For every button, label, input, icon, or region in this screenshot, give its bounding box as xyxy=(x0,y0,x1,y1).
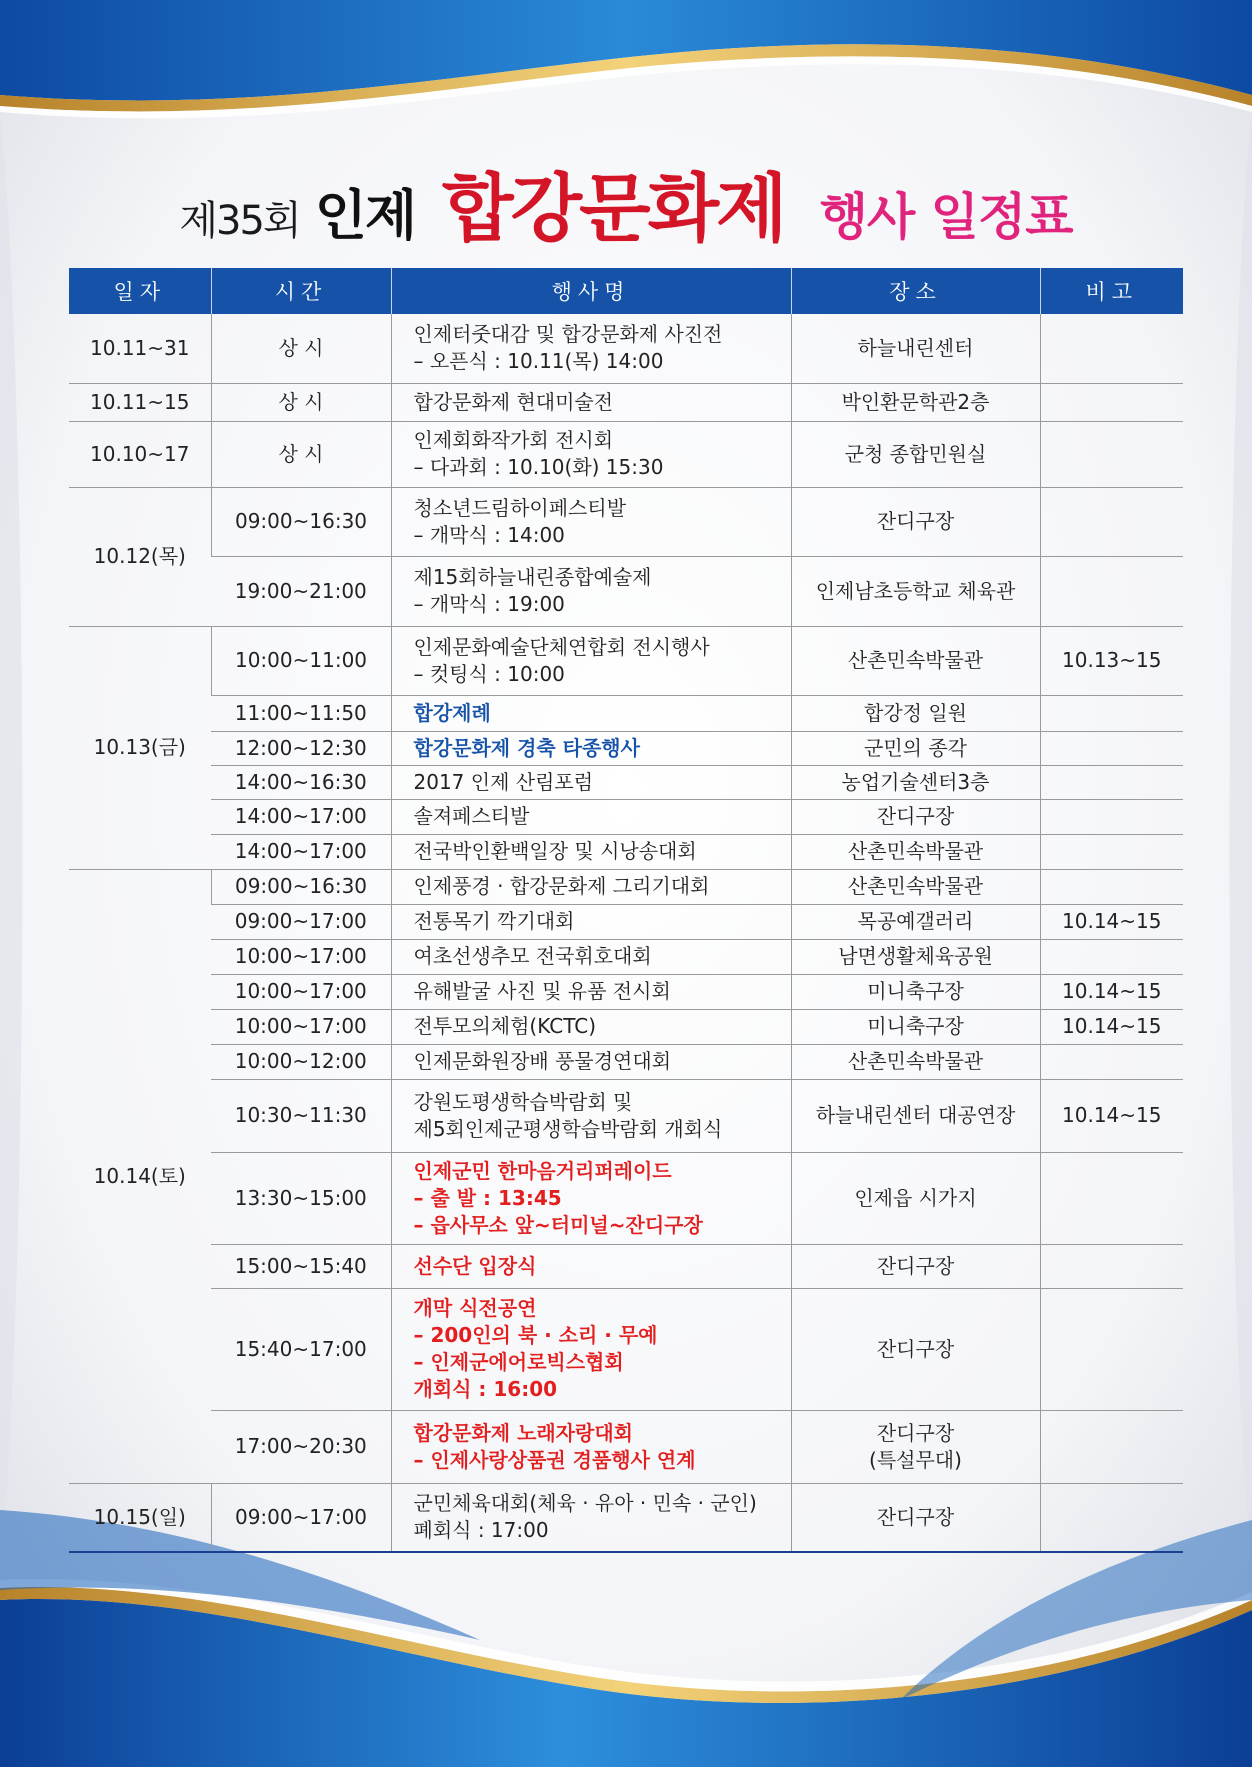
cell-place: 미니축구장 xyxy=(791,1009,1040,1044)
title-schedule: 행사 일정표 xyxy=(819,188,1073,246)
cell-place: 박인환문학관2층 xyxy=(791,383,1040,421)
table-row xyxy=(69,556,1183,626)
event-line: – 출 발 : 13:45 xyxy=(413,1185,562,1210)
event-line: 폐회식 : 17:00 xyxy=(413,1518,549,1543)
cell-place: 인제읍 시가지 xyxy=(791,1152,1040,1244)
table-row xyxy=(69,904,1183,939)
cell-place: 산촌민속박물관 xyxy=(791,1044,1040,1079)
event-line: 솔져페스티발 xyxy=(413,804,530,828)
cell-note: 10.14~15 xyxy=(1040,1009,1183,1044)
table-row xyxy=(69,765,1183,799)
event-line: – 컷팅식 : 10:00 xyxy=(413,661,565,686)
cell-time: 15:00~15:40 xyxy=(211,1244,391,1288)
cell-note xyxy=(1040,765,1183,799)
cell-time: 13:30~15:00 xyxy=(211,1152,391,1244)
table-row xyxy=(69,1152,1183,1244)
event-line: 강원도평생학습박람회 및 xyxy=(413,1089,633,1114)
cell-date: 10.14(토) xyxy=(69,869,211,1483)
cell-place: 잔디구장 xyxy=(791,799,1040,834)
cell-place: 군민의 종각 xyxy=(791,731,1040,765)
cell-event xyxy=(391,1483,791,1552)
cell-place: 잔디구장 xyxy=(791,1483,1040,1552)
cell-place: 산촌민속박물관 xyxy=(791,834,1040,869)
cell-note xyxy=(1040,1152,1183,1244)
event-line: – 인제군에어로빅스협회 xyxy=(413,1350,624,1374)
cell-time: 09:00~16:30 xyxy=(211,869,391,904)
header-place: 장소 xyxy=(791,268,1040,314)
cell-place: 군청 종합민원실 xyxy=(791,421,1040,487)
event-line: 개막 식전공연 xyxy=(413,1296,537,1320)
event-line: – 인제사랑상품권 경품행사 연계 xyxy=(413,1447,696,1472)
table-row xyxy=(69,974,1183,1009)
cell-event xyxy=(391,1410,791,1483)
cell-event xyxy=(391,314,791,383)
event-line: – 개막식 : 19:00 xyxy=(413,592,565,616)
cell-event xyxy=(391,1152,791,1244)
cell-time: 10:00~17:00 xyxy=(211,1009,391,1044)
page-title xyxy=(0,150,1252,256)
event-line: 청소년드림하이페스티발 xyxy=(413,495,627,520)
header-date: 일자 xyxy=(69,268,211,314)
cell-note xyxy=(1040,314,1183,383)
cell-date: 10.11~15 xyxy=(69,383,211,421)
cell-note: 10.14~15 xyxy=(1040,904,1183,939)
cell-time: 09:00~17:00 xyxy=(211,1483,391,1552)
cell-note xyxy=(1040,383,1183,421)
cell-place: 인제남초등학교 체육관 xyxy=(791,556,1040,626)
table-row xyxy=(69,1079,1183,1152)
cell-time: 15:40~17:00 xyxy=(211,1288,391,1410)
event-line: 선수단 입장식 xyxy=(413,1253,537,1278)
cell-time: 10:00~11:00 xyxy=(211,626,391,695)
table-row xyxy=(69,939,1183,974)
cell-time: 12:00~12:30 xyxy=(211,731,391,765)
table-row xyxy=(69,1288,1183,1410)
event-line: 제15회하늘내린종합예술제 xyxy=(413,565,652,589)
cell-date: 10.10~17 xyxy=(69,421,211,487)
cell-event xyxy=(391,974,791,1009)
event-line: – 200인의 북 · 소리 · 무예 xyxy=(413,1323,658,1347)
cell-note xyxy=(1040,731,1183,765)
cell-event xyxy=(391,1079,791,1152)
table-row xyxy=(69,1044,1183,1079)
cell-note: 10.13~15 xyxy=(1040,626,1183,695)
cell-note xyxy=(1040,695,1183,731)
table-row xyxy=(69,869,1183,904)
event-line: 2017 인제 산림포럼 xyxy=(413,769,594,794)
table-row xyxy=(69,731,1183,765)
cell-place: 잔디구장 xyxy=(791,1244,1040,1288)
cell-event xyxy=(391,799,791,834)
cell-event xyxy=(391,731,791,765)
table-row xyxy=(69,1410,1183,1483)
header-event: 행사명 xyxy=(391,268,791,314)
event-line: – 개막식 : 14:00 xyxy=(413,522,565,547)
cell-event xyxy=(391,904,791,939)
title-edition: 제35회 xyxy=(179,198,300,244)
cell-time: 10:00~17:00 xyxy=(211,974,391,1009)
event-line: 전투모의체험(KCTC) xyxy=(413,1014,597,1038)
cell-note xyxy=(1040,556,1183,626)
cell-time: 10:00~12:00 xyxy=(211,1044,391,1079)
cell-time: 09:00~17:00 xyxy=(211,904,391,939)
cell-date: 10.11~31 xyxy=(69,314,211,383)
cell-place: 합강정 일원 xyxy=(791,695,1040,731)
cell-time: 10:00~17:00 xyxy=(211,939,391,974)
cell-note xyxy=(1040,1483,1183,1552)
cell-event xyxy=(391,869,791,904)
cell-time: 상 시 xyxy=(211,314,391,383)
cell-event xyxy=(391,765,791,799)
table-row xyxy=(69,1483,1183,1552)
cell-place xyxy=(791,1410,1040,1483)
table-row xyxy=(69,834,1183,869)
cell-event xyxy=(391,1244,791,1288)
title-festival: 합강문화제 xyxy=(442,166,785,252)
event-line: 전통목기 깍기대회 xyxy=(413,909,575,933)
table-row xyxy=(69,1009,1183,1044)
cell-note xyxy=(1040,487,1183,556)
event-line: – 다과회 : 10.10(화) 15:30 xyxy=(413,455,664,479)
event-line: 인제풍경 · 합강문화제 그리기대회 xyxy=(413,874,710,898)
cell-place: 하늘내린센터 xyxy=(791,314,1040,383)
event-line: 군민체육대회(체육 · 유아 · 민속 · 군인) xyxy=(413,1491,757,1516)
cell-time: 14:00~16:30 xyxy=(211,765,391,799)
cell-time: 14:00~17:00 xyxy=(211,834,391,869)
event-line: – 읍사무소 앞~터미널~잔디구장 xyxy=(413,1212,703,1237)
event-line: 합강문화제 경축 타종행사 xyxy=(413,735,640,760)
event-line: 인제문화예술단체연합회 전시행사 xyxy=(413,634,710,659)
table-row xyxy=(69,383,1183,421)
event-line: 인제군민 한마음거리퍼레이드 xyxy=(413,1158,672,1183)
table-row xyxy=(69,314,1183,383)
place-line: 잔디구장 xyxy=(876,1420,955,1445)
cell-time: 상 시 xyxy=(211,421,391,487)
event-line: 제5회인제군평생학습박람회 개회식 xyxy=(413,1116,723,1141)
cell-place: 농업기술센터3층 xyxy=(791,765,1040,799)
cell-note xyxy=(1040,1244,1183,1288)
cell-time: 14:00~17:00 xyxy=(211,799,391,834)
event-line: 인제회화작가회 전시회 xyxy=(413,428,614,452)
cell-place: 하늘내린센터 대공연장 xyxy=(791,1079,1040,1152)
cell-note xyxy=(1040,1410,1183,1483)
event-line: 개회식 : 16:00 xyxy=(413,1377,558,1401)
cell-note xyxy=(1040,799,1183,834)
cell-note xyxy=(1040,1044,1183,1079)
cell-event xyxy=(391,1044,791,1079)
cell-time: 19:00~21:00 xyxy=(211,556,391,626)
cell-date: 10.12(목) xyxy=(69,487,211,626)
cell-time: 10:30~11:30 xyxy=(211,1079,391,1152)
cell-date: 10.15(일) xyxy=(69,1483,211,1552)
cell-note xyxy=(1040,834,1183,869)
header-time: 시간 xyxy=(211,268,391,314)
cell-note: 10.14~15 xyxy=(1040,1079,1183,1152)
cell-note xyxy=(1040,869,1183,904)
cell-place: 산촌민속박물관 xyxy=(791,626,1040,695)
cell-event xyxy=(391,556,791,626)
event-line: 합강제례 xyxy=(413,700,491,725)
cell-event xyxy=(391,487,791,556)
event-line: 전국박인환백일장 및 시낭송대회 xyxy=(413,839,697,863)
cell-time: 상 시 xyxy=(211,383,391,421)
cell-place: 미니축구장 xyxy=(791,974,1040,1009)
header-note: 비고 xyxy=(1040,268,1183,314)
title-region: 인제 xyxy=(314,184,416,247)
cell-time: 11:00~11:50 xyxy=(211,695,391,731)
cell-place: 목공예갤러리 xyxy=(791,904,1040,939)
cell-note xyxy=(1040,1288,1183,1410)
event-line: 인제문화원장배 풍물경연대회 xyxy=(413,1049,672,1073)
schedule-table xyxy=(69,268,1183,1553)
event-line: 인제터줏대감 및 합강문화제 사진전 xyxy=(413,322,723,347)
event-line: 유해발굴 사진 및 유품 전시회 xyxy=(413,979,671,1003)
cell-note xyxy=(1040,939,1183,974)
event-line: 합강문화제 현대미술전 xyxy=(413,389,614,414)
cell-event xyxy=(391,834,791,869)
cell-time: 09:00~16:30 xyxy=(211,487,391,556)
table-row xyxy=(69,1244,1183,1288)
cell-event xyxy=(391,695,791,731)
cell-event xyxy=(391,939,791,974)
cell-time: 17:00~20:30 xyxy=(211,1410,391,1483)
table-row xyxy=(69,695,1183,731)
cell-place: 산촌민속박물관 xyxy=(791,869,1040,904)
cell-event xyxy=(391,1009,791,1044)
cell-note: 10.14~15 xyxy=(1040,974,1183,1009)
cell-event xyxy=(391,1288,791,1410)
cell-event xyxy=(391,383,791,421)
table-row xyxy=(69,421,1183,487)
cell-date: 10.13(금) xyxy=(69,626,211,869)
table-row xyxy=(69,487,1183,556)
cell-place: 잔디구장 xyxy=(791,487,1040,556)
cell-note xyxy=(1040,421,1183,487)
cell-event xyxy=(391,421,791,487)
table-row xyxy=(69,626,1183,695)
event-line: 여초선생추모 전국휘호대회 xyxy=(413,944,652,968)
cell-event xyxy=(391,626,791,695)
place-line: (특설무대) xyxy=(869,1447,962,1472)
table-header-row xyxy=(69,268,1183,314)
event-line: – 오픈식 : 10.11(목) 14:00 xyxy=(413,349,664,374)
table-row xyxy=(69,799,1183,834)
cell-place: 남면생활체육공원 xyxy=(791,939,1040,974)
event-line: 합강문화제 노래자랑대회 xyxy=(413,1420,633,1445)
cell-place: 잔디구장 xyxy=(791,1288,1040,1410)
